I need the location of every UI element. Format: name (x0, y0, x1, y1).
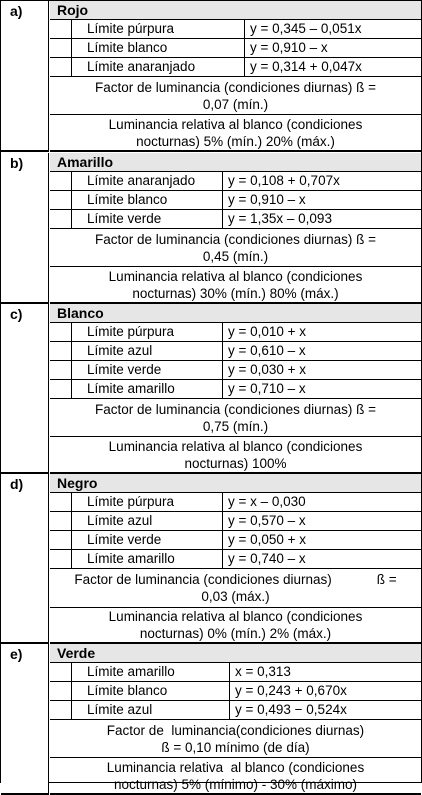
limit-name: Límite azul (87, 513, 153, 528)
limit-equation: y = 0,493 − 0,524x (229, 701, 421, 719)
row-indent (50, 342, 72, 360)
row-indent (50, 380, 72, 398)
limit-name: Límite púrpura (87, 324, 175, 339)
row-indent (50, 682, 72, 700)
section-title: Blanco (50, 304, 421, 323)
limit-equation: y = 0,345 – 0,051x (244, 20, 421, 38)
relative-luminance: Luminancia relativa al blanco (condiciones nocturnas) 100% (50, 437, 421, 474)
limit-name: Límite amarillo (87, 664, 175, 679)
section-amarillo (50, 153, 421, 304)
limit-row (50, 531, 421, 550)
limit-name: Límite blanco (87, 192, 168, 207)
limit-equation: y = 0,910 – x (222, 191, 421, 209)
limit-row (50, 663, 421, 682)
limit-equation: y = x – 0,030 (222, 493, 421, 511)
row-indent (50, 512, 72, 530)
limit-equation: y = 1,35x – 0,093 (222, 210, 421, 228)
relative-luminance: Luminancia relativa al blanco (condiciones nocturnas) 5% (mín.) 20% (máx.) (50, 115, 421, 152)
luminance-factor: Factor de luminancia (condiciones diurnas) ß = 0,03 (máx.) (50, 569, 421, 608)
section-rojo (50, 1, 421, 152)
relative-luminance: Luminancia relativa al blanco (condiciones nocturnas) 5% (mínimo) - 30% (máximo) (50, 758, 421, 795)
row-indent (50, 701, 72, 719)
relative-luminance: Luminancia relativa al blanco (condiciones nocturnas) 30% (mín.) 80% (máx.) (50, 267, 421, 304)
row-indent (50, 39, 72, 57)
row-indent (50, 663, 72, 681)
limit-name: Límite azul (87, 702, 153, 717)
limit-name: Límite anaranjado (87, 173, 196, 188)
row-indent (50, 493, 72, 511)
section-blanco (50, 304, 421, 474)
limit-row (50, 701, 421, 720)
limit-name: Límite amarillo (87, 381, 175, 396)
limit-row (50, 682, 421, 701)
limit-equation: y = 0,243 + 0,670x (229, 682, 421, 700)
luminance-factor: Factor de luminancia (condiciones diurnas) ß = 0,75 (mín.) (50, 399, 421, 437)
limit-row (50, 323, 421, 342)
limit-name: Límite azul (87, 343, 153, 358)
limit-name: Límite verde (87, 362, 162, 377)
limit-equation: y = 0,314 + 0,047x (244, 58, 421, 76)
limit-name: Límite verde (87, 211, 162, 226)
limit-row (50, 342, 421, 361)
row-indent (50, 172, 72, 190)
section-letter: c) (1, 304, 49, 474)
limit-equation: y = 0,108 + 0,707x (222, 172, 421, 190)
limit-equation: y = 0,570 – x (222, 512, 421, 530)
limit-name: Límite blanco (87, 683, 168, 698)
luminance-factor: Factor de luminancia(condiciones diurnas) ß = 0,10 mínimo (de día) (50, 720, 421, 758)
limit-row (50, 58, 421, 77)
row-indent (50, 20, 72, 38)
limit-name: Límite verde (87, 532, 162, 547)
limit-row (50, 172, 421, 191)
section-verde (50, 644, 421, 795)
row-indent (50, 531, 72, 549)
limit-row (50, 20, 421, 39)
section-letter: e) (1, 644, 49, 795)
section-title: Negro (50, 474, 421, 493)
luminance-factor: Factor de luminancia (condiciones diurnas) ß = 0,45 (mín.) (50, 229, 421, 267)
row-indent (50, 361, 72, 379)
limit-row (50, 380, 421, 399)
limit-row (50, 191, 421, 210)
limit-row (50, 512, 421, 531)
limit-row (50, 361, 421, 380)
limit-row (50, 39, 421, 58)
limit-name: Límite púrpura (87, 494, 175, 509)
row-indent (50, 58, 72, 76)
limit-equation: y = 0,740 – x (222, 550, 421, 568)
limit-equation: y = 0,710 – x (222, 380, 421, 398)
section-letter: a) (1, 1, 49, 152)
row-indent (50, 191, 72, 209)
section-title: Amarillo (50, 153, 421, 172)
luminance-factor: Factor de luminancia (condiciones diurnas) ß = 0,07 (mín.) (50, 77, 421, 115)
limit-name: Límite blanco (87, 40, 168, 55)
limit-name: Límite púrpura (87, 21, 175, 36)
row-indent (50, 323, 72, 341)
limit-name: Límite anaranjado (87, 59, 196, 74)
limit-equation: y = 0,610 – x (222, 342, 421, 360)
limit-equation: y = 0,910 – x (244, 39, 421, 57)
section-letter: d) (1, 474, 49, 644)
limit-row (50, 493, 421, 512)
section-title: Rojo (50, 1, 421, 20)
limit-equation: y = 0,030 + x (222, 361, 421, 379)
section-negro (50, 474, 421, 644)
limit-row (50, 550, 421, 569)
limit-equation: y = 0,010 + x (222, 323, 421, 341)
section-letter: b) (1, 153, 49, 304)
row-indent (50, 550, 72, 568)
section-title: Verde (50, 644, 421, 663)
relative-luminance: Luminancia relativa al blanco (condiciones nocturnas) 0% (mín.) 2% (máx.) (50, 608, 421, 644)
row-indent (50, 210, 72, 228)
limit-row (50, 210, 421, 229)
limit-name: Límite amarillo (87, 551, 175, 566)
limit-equation: y = 0,050 + x (222, 531, 421, 549)
limit-equation: x = 0,313 (229, 663, 421, 681)
